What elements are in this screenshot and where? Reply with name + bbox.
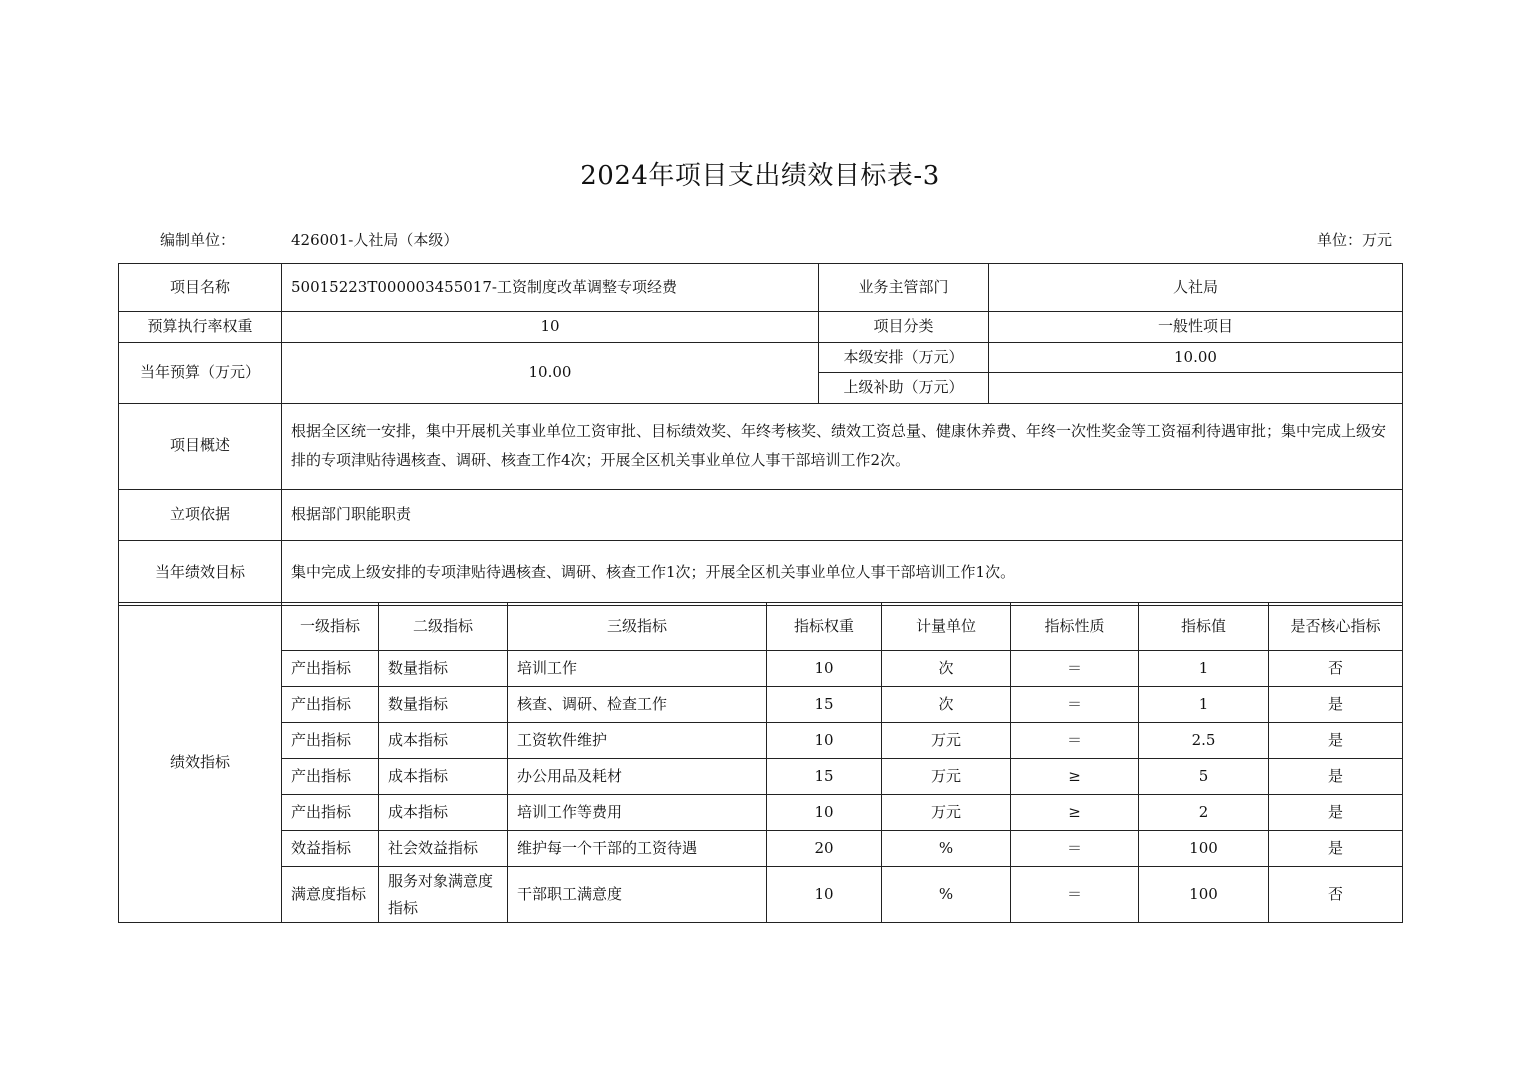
- overview-label: 项目概述: [119, 403, 282, 489]
- unit-cell: %: [882, 831, 1011, 867]
- level3-cell: 维护每一个干部的工资待遇: [508, 831, 767, 867]
- level1-cell: 满意度指标: [282, 867, 379, 923]
- nature-cell: ＝: [1011, 723, 1139, 759]
- budget-label: 当年预算（万元）: [119, 343, 282, 404]
- category-label: 项目分类: [819, 312, 989, 343]
- local-label: 本级安排（万元）: [819, 343, 989, 373]
- project-name-value: 50015223T000003455017-工资制度改革调整专项经费: [282, 264, 819, 312]
- level2-cell: 成本指标: [379, 795, 508, 831]
- level3-cell: 培训工作: [508, 651, 767, 687]
- weight-cell: 10: [767, 723, 882, 759]
- core-cell: 否: [1269, 867, 1403, 923]
- org-value: 426001-人社局（本级）: [291, 231, 459, 249]
- level1-header: 一级指标: [282, 603, 379, 651]
- unit-cell: 万元: [882, 795, 1011, 831]
- weight-cell: 10: [767, 867, 882, 923]
- subsidy-label: 上级补助（万元）: [819, 373, 989, 403]
- level2-cell: 服务对象满意度指标: [379, 867, 508, 923]
- nature-cell: ＝: [1011, 867, 1139, 923]
- core-cell: 是: [1269, 687, 1403, 723]
- level3-cell: 工资软件维护: [508, 723, 767, 759]
- weight-cell: 15: [767, 759, 882, 795]
- table-row: [119, 867, 1403, 923]
- basis-label: 立项依据: [119, 489, 282, 540]
- dept-value: 人社局: [989, 264, 1403, 312]
- value-cell: 100: [1139, 867, 1269, 923]
- weight-label: 预算执行率权重: [119, 312, 282, 343]
- value-cell: 100: [1139, 831, 1269, 867]
- weight-header: 指标权重: [767, 603, 882, 651]
- weight-cell: 10: [767, 651, 882, 687]
- unit-header: 计量单位: [882, 603, 1011, 651]
- weight-value: 10: [282, 312, 819, 343]
- subsidy-value: [989, 373, 1403, 403]
- nature-cell: ＝: [1011, 687, 1139, 723]
- table-row: [119, 651, 1403, 687]
- unit-cell: 万元: [882, 759, 1011, 795]
- budget-value: 10.00: [282, 343, 819, 404]
- value-cell: 2: [1139, 795, 1269, 831]
- project-name-label: 项目名称: [119, 264, 282, 312]
- level3-cell: 核查、调研、检查工作: [508, 687, 767, 723]
- weight-cell: 20: [767, 831, 882, 867]
- level1-cell: 产出指标: [282, 795, 379, 831]
- core-cell: 是: [1269, 759, 1403, 795]
- level1-cell: 产出指标: [282, 759, 379, 795]
- level2-cell: 数量指标: [379, 687, 508, 723]
- org-label: 编制单位：: [160, 231, 236, 249]
- local-value: 10.00: [989, 343, 1403, 373]
- unit-cell: %: [882, 867, 1011, 923]
- level2-cell: 数量指标: [379, 651, 508, 687]
- core-cell: 是: [1269, 831, 1403, 867]
- nature-cell: ≥: [1011, 759, 1139, 795]
- table-row: [119, 831, 1403, 867]
- goal-value: 集中完成上级安排的专项津贴待遇核查、调研、核查工作1次；开展全区机关事业单位人事干部培训工作1次。: [282, 540, 1403, 605]
- core-cell: 否: [1269, 651, 1403, 687]
- level1-cell: 产出指标: [282, 651, 379, 687]
- weight-cell: 10: [767, 795, 882, 831]
- nature-header: 指标性质: [1011, 603, 1139, 651]
- dept-label: 业务主管部门: [819, 264, 989, 312]
- table-row: [119, 687, 1403, 723]
- level2-cell: 成本指标: [379, 759, 508, 795]
- core-cell: 是: [1269, 723, 1403, 759]
- unit-cell: 次: [882, 651, 1011, 687]
- level3-cell: 办公用品及耗材: [508, 759, 767, 795]
- unit-cell: 次: [882, 687, 1011, 723]
- value-cell: 2.5: [1139, 723, 1269, 759]
- category-value: 一般性项目: [989, 312, 1403, 343]
- level3-header: 三级指标: [508, 603, 767, 651]
- project-info-table: [118, 263, 1403, 606]
- weight-cell: 15: [767, 687, 882, 723]
- core-header: 是否核心指标: [1269, 603, 1403, 651]
- level1-cell: 效益指标: [282, 831, 379, 867]
- level3-cell: 培训工作等费用: [508, 795, 767, 831]
- value-cell: 5: [1139, 759, 1269, 795]
- level1-cell: 产出指标: [282, 687, 379, 723]
- nature-cell: ＝: [1011, 651, 1139, 687]
- perf-indicator-label: 绩效指标: [119, 603, 282, 923]
- page-title: 2024年项目支出绩效目标表-3: [580, 161, 940, 191]
- level2-cell: 社会效益指标: [379, 831, 508, 867]
- value-cell: 1: [1139, 687, 1269, 723]
- level3-cell: 干部职工满意度: [508, 867, 767, 923]
- level2-cell: 成本指标: [379, 723, 508, 759]
- table-row: [119, 723, 1403, 759]
- overview-value: 根据全区统一安排，集中开展机关事业单位工资审批、目标绩效奖、年终考核奖、绩效工资总量、健康休养费、年终一次性奖金等工资福利待遇审批；集中完成上级安排的专项津贴待遇核查、调研、核查工作4次；开展全区机关事业单位人事干部培训工作2次。: [282, 403, 1403, 489]
- unit-cell: 万元: [882, 723, 1011, 759]
- level1-cell: 产出指标: [282, 723, 379, 759]
- basis-value: 根据部门职能职责: [282, 489, 1403, 540]
- table-row: [119, 795, 1403, 831]
- unit-label: 单位：万元: [1316, 231, 1392, 249]
- nature-cell: ＝: [1011, 831, 1139, 867]
- table-row: [119, 759, 1403, 795]
- value-header: 指标值: [1139, 603, 1269, 651]
- performance-indicator-table: [118, 602, 1403, 923]
- value-cell: 1: [1139, 651, 1269, 687]
- level2-header: 二级指标: [379, 603, 508, 651]
- core-cell: 是: [1269, 795, 1403, 831]
- nature-cell: ≥: [1011, 795, 1139, 831]
- goal-label: 当年绩效目标: [119, 540, 282, 605]
